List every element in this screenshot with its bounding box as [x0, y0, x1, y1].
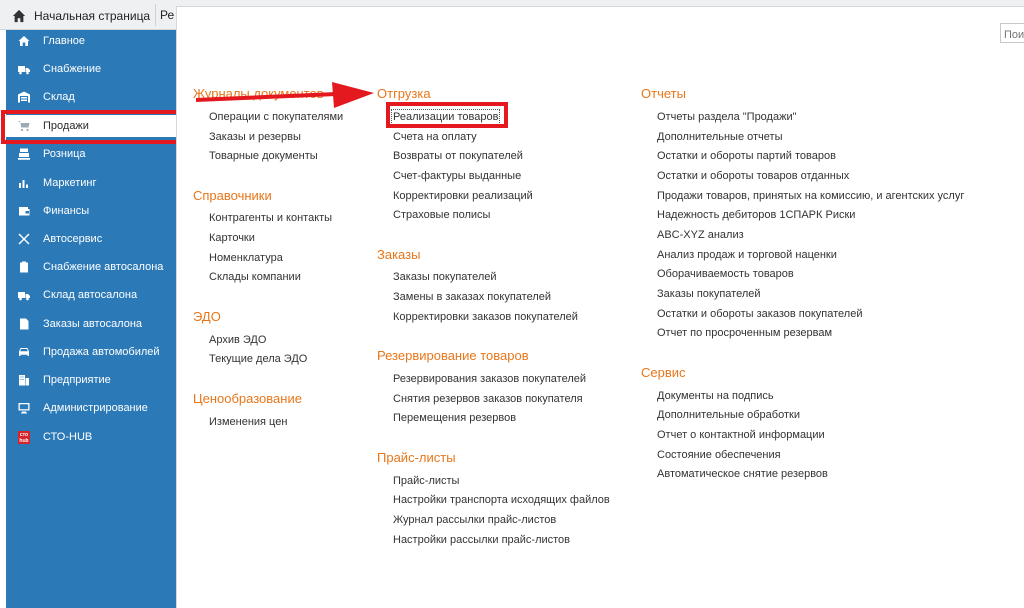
sidebar-item-label: Продажа автомобилей	[43, 346, 160, 358]
home-icon	[18, 35, 30, 47]
sidebar-item-dealer-supply[interactable]	[6, 256, 176, 278]
car-truck-icon	[18, 289, 30, 301]
sidebar-item-label: Автосервис	[43, 233, 103, 245]
sidebar-item-marketing[interactable]	[6, 172, 176, 194]
cart-icon	[18, 120, 30, 132]
link-cards[interactable]: Карточки	[209, 232, 255, 244]
link-orders-reserves[interactable]: Заказы и резервы	[209, 131, 301, 143]
tools-icon	[18, 233, 30, 245]
link-goods-sales[interactable]: Реализации товаров	[393, 111, 499, 123]
home-icon	[12, 9, 26, 23]
tab-home-label: Начальная страница	[34, 9, 151, 23]
sidebar-item-label: Финансы	[43, 205, 90, 217]
sidebar-item-label: Администрирование	[43, 402, 148, 414]
document-icon	[18, 318, 30, 330]
link-edo-archive[interactable]: Архив ЭДО	[209, 334, 267, 346]
link-customer-returns[interactable]: Возвраты от покупателей	[393, 150, 523, 162]
link-overdue-reserves[interactable]: Отчет по просроченным резервам	[657, 327, 833, 339]
link-sales-section-reports[interactable]: Отчеты раздела "Продажи"	[657, 111, 797, 123]
tab-divider	[155, 4, 156, 26]
sto-hub-logo-icon: сто hub	[19, 431, 29, 444]
link-customer-orders-report[interactable]: Заказы покупателей	[657, 288, 761, 300]
sidebar-item-dealer-orders[interactable]	[6, 313, 176, 335]
sidebar-item-label: Склад автосалона	[43, 289, 138, 301]
sidebar-item-administration[interactable]	[6, 397, 176, 419]
sidebar-item-supply[interactable]	[6, 58, 176, 80]
section-title-directories: Справочники	[193, 188, 272, 203]
sidebar-item-label: Склад	[43, 91, 75, 103]
link-price-list-mailing-settings[interactable]: Настройки рассылки прайс-листов	[393, 534, 571, 546]
section-title-edo: ЭДО	[193, 309, 221, 324]
section-title-journals: Журналы документов	[193, 86, 324, 101]
sidebar-item-label: Розница	[43, 148, 86, 160]
sidebar-item-car-sales[interactable]	[6, 341, 176, 363]
link-documents-to-sign[interactable]: Документы на подпись	[657, 390, 774, 402]
link-supply-status[interactable]: Состояние обеспечения	[657, 449, 781, 461]
link-batch-balances[interactable]: Остатки и обороты партий товаров	[657, 150, 836, 162]
link-invoices-for-payment[interactable]: Счета на оплату	[393, 131, 477, 143]
link-price-list-mailing-log[interactable]: Журнал рассылки прайс-листов	[393, 514, 557, 526]
sidebar-item-finance[interactable]	[6, 200, 176, 222]
sidebar-item-sales[interactable]	[6, 115, 176, 137]
link-goods-turnover[interactable]: Оборачиваемость товаров	[657, 268, 794, 280]
link-commission-sales[interactable]: Продажи товаров, принятых на комиссию, и агентских услуг	[657, 190, 965, 202]
sidebar-item-label: Предприятие	[43, 374, 111, 386]
sidebar-item-dealer-warehouse[interactable]	[6, 284, 176, 306]
link-auto-reserve-removal[interactable]: Автоматическое снятие резервов	[657, 468, 828, 480]
link-price-changes[interactable]: Изменения цен	[209, 416, 288, 428]
link-debtor-reliability[interactable]: Надежность дебиторов 1СПАРК Риски	[657, 209, 856, 221]
sidebar-item-label: СТО-HUB	[43, 431, 93, 443]
clipboard-icon	[18, 261, 30, 273]
section-title-reports: Отчеты	[641, 86, 686, 101]
car-icon	[18, 346, 30, 358]
cash-register-icon	[18, 148, 30, 160]
sidebar-item-enterprise[interactable]	[6, 369, 176, 391]
section-title-shipment: Отгрузка	[377, 86, 431, 101]
search-input[interactable]	[1000, 23, 1024, 43]
link-counterparties[interactable]: Контрагенты и контакты	[209, 212, 333, 224]
link-abc-xyz-analysis[interactable]: ABC-XYZ анализ	[657, 229, 744, 241]
link-sales-margin-analysis[interactable]: Анализ продаж и торговой наценки	[657, 249, 837, 261]
link-customer-orders[interactable]: Заказы покупателей	[393, 271, 497, 283]
link-sales-adjustments[interactable]: Корректировки реализаций	[393, 190, 533, 202]
truck-icon	[18, 63, 30, 75]
link-order-reservations[interactable]: Резервирования заказов покупателей	[393, 373, 587, 385]
section-title-pricing: Ценообразование	[193, 391, 302, 406]
section-title-price-lists: Прайс-листы	[377, 450, 456, 465]
sidebar-item-warehouse[interactable]	[6, 86, 176, 108]
link-insurance-policies[interactable]: Страховые полисы	[393, 209, 491, 221]
building-icon	[18, 374, 30, 386]
link-given-goods-balances[interactable]: Остатки и обороты товаров отданных	[657, 170, 850, 182]
tab-second[interactable]: Ре	[160, 8, 175, 22]
section-title-reservation: Резервирование товаров	[377, 348, 529, 363]
link-order-balances[interactable]: Остатки и обороты заказов покупателей	[657, 308, 863, 320]
sidebar-item-label: Главное	[43, 35, 86, 47]
link-order-adjustments[interactable]: Корректировки заказов покупателей	[393, 311, 578, 323]
link-customer-operations[interactable]: Операции с покупателями	[209, 111, 344, 123]
link-nomenclature[interactable]: Номенклатура	[209, 252, 283, 264]
sidebar-item-label: Заказы автосалона	[43, 318, 143, 330]
warehouse-icon	[18, 91, 30, 103]
link-company-warehouses[interactable]: Склады компании	[209, 271, 301, 283]
link-price-lists[interactable]: Прайс-листы	[393, 475, 460, 487]
sidebar-item-label: Маркетинг	[43, 177, 97, 189]
sidebar-item-label: Снабжение автосалона	[43, 261, 164, 273]
link-issued-invoices[interactable]: Счет-фактуры выданные	[393, 170, 522, 182]
monitor-icon	[18, 402, 30, 414]
link-edo-current[interactable]: Текущие дела ЭДО	[209, 353, 308, 365]
wallet-icon	[18, 205, 30, 217]
sidebar-item-sto-hub[interactable]	[6, 426, 176, 448]
link-order-replacements[interactable]: Замены в заказах покупателей	[393, 291, 551, 303]
tab-home[interactable]	[6, 4, 154, 28]
link-reserve-movements[interactable]: Перемещения резервов	[393, 412, 517, 424]
sidebar-item-autoservice[interactable]	[6, 228, 176, 250]
sidebar-item-main[interactable]	[6, 30, 176, 52]
sidebar	[6, 30, 176, 608]
sidebar-item-retail[interactable]	[6, 143, 176, 165]
sidebar-item-label: Продажи	[43, 120, 89, 132]
sidebar-item-label: Снабжение	[43, 63, 102, 75]
section-title-service: Сервис	[641, 365, 686, 380]
section-title-orders: Заказы	[377, 247, 421, 262]
link-reserve-removals[interactable]: Снятия резервов заказов покупателя	[393, 393, 583, 405]
link-contact-info-report[interactable]: Отчет о контактной информации	[657, 429, 825, 441]
link-goods-documents[interactable]: Товарные документы	[209, 150, 318, 162]
link-transport-settings[interactable]: Настройки транспорта исходящих файлов	[393, 494, 610, 506]
bar-chart-icon	[18, 177, 30, 189]
link-additional-processing[interactable]: Дополнительные обработки	[657, 409, 800, 421]
link-additional-reports[interactable]: Дополнительные отчеты	[657, 131, 783, 143]
